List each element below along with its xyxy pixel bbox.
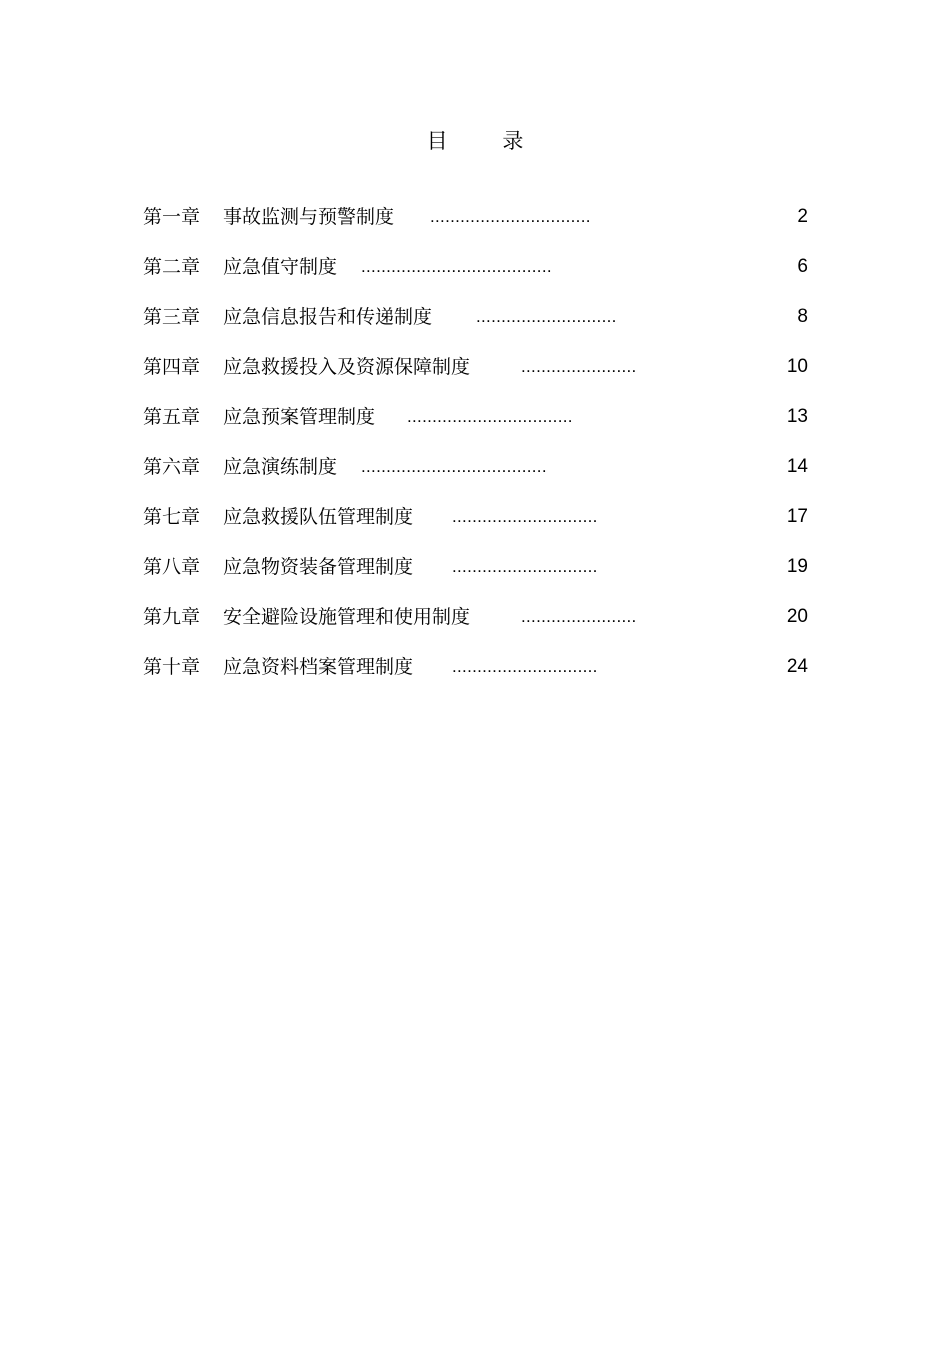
toc-chapter-label: 第四章 [143,356,201,378]
toc-dot-leader: ................................. [407,407,573,426]
toc-chapter-label: 第六章 [143,456,201,478]
toc-entry-title: 应急演练制度 [223,456,338,478]
toc-dot-leader: ..................................... [361,457,547,476]
toc-chapter-label: 第九章 [143,606,201,628]
toc-dot-leader: ....................... [521,607,637,626]
toc-dot-leader: ...................................... [361,257,552,276]
toc-page-number: 8 [797,306,808,327]
toc-page-number: 2 [797,206,808,227]
toc-dot-leader: ................................ [430,207,591,226]
toc-entry[interactable] [143,502,808,552]
toc-entry-title: 事故监测与预警制度 [223,206,395,228]
toc-entry[interactable] [143,552,808,602]
toc-chapter-label: 第七章 [143,506,201,528]
toc-entry[interactable] [143,602,808,652]
toc-entry-title: 应急救援投入及资源保障制度 [223,356,471,378]
page-title: 目 录 [426,129,548,153]
toc-entry[interactable] [143,252,808,302]
toc-entry-title: 应急预案管理制度 [223,406,376,428]
table-of-contents [143,202,808,702]
toc-entry[interactable] [143,302,808,352]
toc-page-number: 6 [797,256,808,277]
toc-chapter-label: 第一章 [143,206,201,228]
toc-entry[interactable] [143,452,808,502]
toc-chapter-label: 第二章 [143,256,201,278]
toc-chapter-label: 第五章 [143,406,201,428]
toc-dot-leader: ............................. [452,507,598,526]
toc-dot-leader: ............................. [452,557,598,576]
toc-entry-title: 应急信息报告和传递制度 [223,306,433,328]
toc-entry-title: 应急救援队伍管理制度 [223,506,414,528]
toc-entry[interactable] [143,352,808,402]
toc-entry-title: 应急物资装备管理制度 [223,556,414,578]
toc-page-number: 10 [786,356,808,377]
toc-entry-title: 应急值守制度 [223,256,338,278]
toc-entry[interactable] [143,202,808,252]
toc-chapter-label: 第三章 [143,306,201,328]
toc-page-number: 24 [786,656,808,677]
toc-dot-leader: ............................ [476,307,617,326]
toc-page-number: 17 [786,506,808,527]
toc-dot-leader: ....................... [521,357,637,376]
toc-entry-title: 安全避险设施管理和使用制度 [223,606,471,628]
toc-entry[interactable] [143,402,808,452]
toc-entry[interactable] [143,652,808,702]
toc-page-number: 14 [786,456,808,477]
toc-page-number: 19 [786,556,808,577]
toc-dot-leader: ............................. [452,657,598,676]
toc-page-number: 20 [786,606,808,627]
toc-chapter-label: 第八章 [143,556,201,578]
toc-chapter-label: 第十章 [143,656,201,678]
toc-page-number: 13 [786,406,808,427]
toc-entry-title: 应急资料档案管理制度 [223,656,414,678]
